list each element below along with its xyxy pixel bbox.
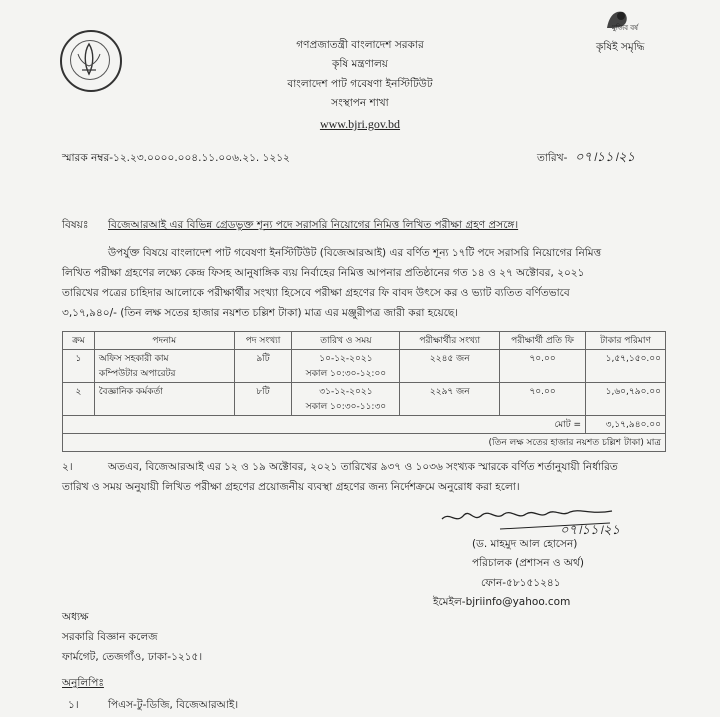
- para2-line2: তারিখ ও সময় অনুযায়ী লিখিত পরীক্ষা গ্রহণের প্রয়োজনীয় ব্যবস্থা গ্রহণের জন্য নির্দেশক্রমে অনুরোধ করা হলো।: [62, 481, 520, 493]
- cell-fee: ৭০.০০: [500, 350, 586, 383]
- fee-table: [62, 331, 666, 452]
- header-ministry: কৃষি মন্ত্রণালয়: [331, 58, 388, 70]
- cell-candidates: ২২৪৫ জন: [400, 350, 500, 383]
- cell-count: ৮টি: [234, 383, 292, 416]
- cell-datetime: [292, 383, 400, 416]
- cell-sl: ২: [63, 383, 95, 416]
- table-row: [63, 350, 666, 383]
- col-header-post: পদনাম: [94, 332, 234, 350]
- cc-label: অনুলিপিঃ: [62, 677, 104, 689]
- recipient-title: অধ্যক্ষ: [62, 611, 89, 623]
- exam-date: ৩১-১২-২০২১: [319, 387, 373, 397]
- table-words-row: [63, 434, 666, 452]
- cell-post: [94, 383, 234, 416]
- cell-amount: ১,৫৭,১৫০.০০: [586, 350, 666, 383]
- subject-text: বিজেআরআই এর বিভিন্ন গ্রেডভুক্ত শূন্য পদে সরাসরি নিয়োগের নিমিত্ত লিখিত পরীক্ষা গ্রহণ প্রসঙ্গে।: [108, 219, 519, 231]
- col-header-count: পদ সংখ্যা: [234, 332, 292, 350]
- cell-sl: ১: [63, 350, 95, 383]
- cell-fee: ৭০.০০: [500, 383, 586, 416]
- para2-number: ২।: [62, 461, 73, 473]
- exam-date: ১০-১২-২০২১: [319, 354, 373, 364]
- para1-line4: ৩,১৭,৯৪০/- (তিন লক্ষ সতের হাজার নয়শত চল্লিশ টাকা) মাত্র এর মঞ্জুরীপত্র জারী করা হয়েছে।: [62, 307, 459, 319]
- col-header-fee: পরীক্ষার্থী প্রতি ফি: [500, 332, 586, 350]
- table-row: [63, 383, 666, 416]
- signatory-name: (ড. মাহমুদ আল হোসেন): [472, 538, 578, 550]
- post-line1: বৈজ্ঞানিক কর্মকর্তা: [98, 387, 163, 397]
- signatory-phone: ফোন-৫৮১৫১২৪১: [481, 577, 561, 589]
- recipient-institution: সরকারি বিজ্ঞান কলেজ: [62, 631, 158, 643]
- col-header-datetime: তারিখ ও সময়: [292, 332, 400, 350]
- header-govt: গণপ্রজাতন্ত্রী বাংলাদেশ সরকার: [296, 39, 424, 51]
- memo-date: ০৭।১১।২১: [575, 150, 635, 165]
- total-value: ৩,১৭,৯৪০.০০: [586, 416, 666, 434]
- memo-reference: স্মারক নম্বর-১২.২৩.০০০০.০০৪.১১.০০৬.২১. ১২১২: [62, 152, 290, 164]
- mujib-label: মুজিব বর্ষ: [612, 24, 639, 32]
- signature-date: ০৭।১১।২১: [560, 523, 620, 538]
- table-total-row: [63, 416, 666, 434]
- signatory-designation: পরিচালক (প্রশাসন ও অর্থ): [472, 557, 584, 569]
- para1-line3: তারিখের পত্রের চাহিদার আলোকে পরীক্ষার্থীর সংখ্যা হিসেবে পরীক্ষা গ্রহণের ফি বাবদ উৎসে কর ও ভ্যাট ব্যতিত বর্ণিতভাবে: [62, 287, 570, 299]
- header-section: সংস্থাপন শাখা: [331, 97, 389, 109]
- signatory-email[interactable]: ইমেইল-bjriinfo@yahoo.com: [433, 596, 571, 608]
- website-link[interactable]: www.bjri.gov.bd: [319, 117, 401, 131]
- exam-time: সকাল ১০:৩০-১২:০০: [305, 369, 387, 379]
- cc-number: ১।: [68, 699, 79, 711]
- cell-count: ৯টি: [234, 350, 292, 383]
- cc-item: পিএস-টু-ডিজি, বিজেআরআই।: [108, 699, 239, 711]
- post-line1: অফিস সহকারী কাম: [98, 354, 169, 364]
- para1-line2: লিখিত পরীক্ষা গ্রহণের লক্ষ্যে কেন্দ্র ফিসহ আনুষাঙ্গিক ব্যয় নির্বাহের নিমিত্ত আপনার প্রতিষ্ঠানের গত ১৪ ও ২৭ অক্টোবর, ২০২১: [62, 267, 585, 279]
- cell-candidates: ২২৯৭ জন: [400, 383, 500, 416]
- recipient-address: ফার্মগেট, তেজগাঁও, ঢাকা-১২১৫।: [62, 651, 203, 663]
- cell-post: [94, 350, 234, 383]
- para1-line1: উপর্যুক্ত বিষয়ে বাংলাদেশ পাট গবেষণা ইনস্টিটিউট (বিজেআরআই) এর বর্ণিত শূন্য ১৭টি পদে সরাসরি নিয়োগের নিমিত্ত: [108, 247, 602, 259]
- exam-time: সকাল ১০:৩০-১১:৩০: [305, 402, 387, 412]
- cell-amount: ১,৬০,৭৯০.০০: [586, 383, 666, 416]
- col-header-sl: ক্রম: [63, 332, 95, 350]
- cell-datetime: [292, 350, 400, 383]
- para2-line1: অতএব, বিজেআরআই এর ১২ ও ১৯ অক্টোবর, ২০২১ তারিখের ৯৩৭ ও ১০৩৬ সংখ্যক স্মারকে বর্ণিত শর্তানুযায়ী নির্ধারিত: [108, 461, 618, 473]
- header-institute: বাংলাদেশ পাট গবেষণা ইনস্টিটিউট: [287, 78, 433, 90]
- total-label: মোট =: [63, 416, 586, 434]
- table-header-row: [63, 332, 666, 350]
- col-header-amount: টাকার পরিমাণ: [586, 332, 666, 350]
- col-header-candidates: পরীক্ষার্থীর সংখ্যা: [400, 332, 500, 350]
- subject-label: বিষয়ঃ: [62, 219, 89, 231]
- post-line2: কম্পিউটার অপারেটর: [98, 369, 176, 379]
- total-in-words: (তিন লক্ষ সতের হাজার নয়শত চল্লিশ টাকা) মাত্র: [63, 434, 666, 452]
- slogan: কৃষিই সমৃদ্ধি: [596, 41, 645, 53]
- date-label: তারিখ-: [537, 152, 568, 164]
